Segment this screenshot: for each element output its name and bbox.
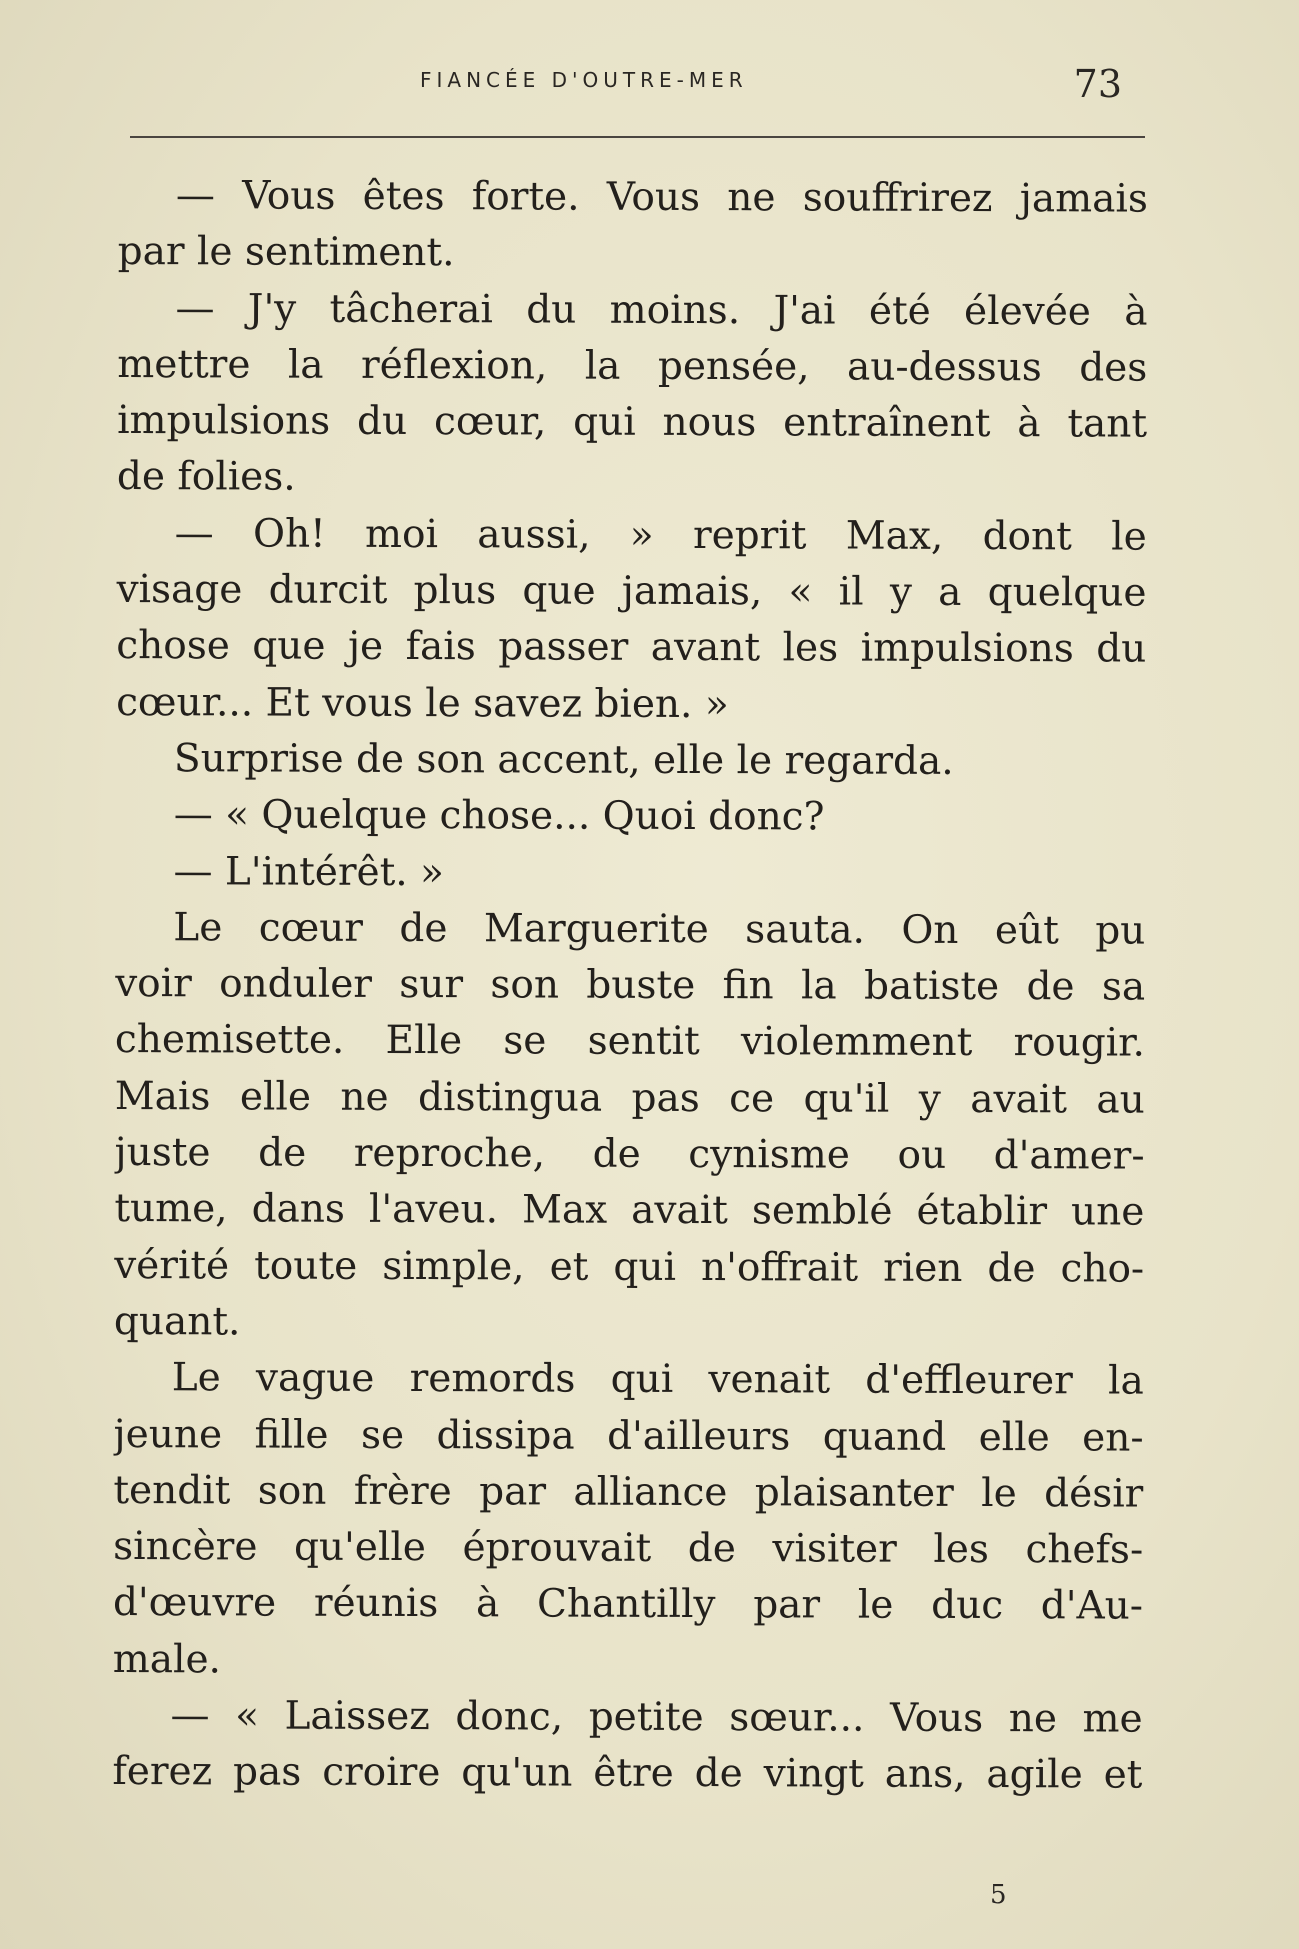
text-line: cœur... Et vous le savez bien. » xyxy=(116,679,729,727)
text-line: d'œuvre réunis à Chantilly par le duc d'Au- xyxy=(112,1580,1144,1630)
text-line: mettre la réflexion, la pensée, au-dessus des xyxy=(117,341,1148,391)
text-line: ferez pas croire qu'un être de vingt ans, agile et xyxy=(112,1749,1143,1798)
text-line: vérité toute simple, et qui n'offrait rien de cho- xyxy=(114,1242,1145,1292)
text-line: sincère qu'elle éprouvait de visiter les chefs- xyxy=(113,1524,1144,1573)
text-line: visage durcit plus que jamais, « il y a quelque xyxy=(116,567,1147,616)
text-line: Le vague remords qui venait d'effleurer la xyxy=(171,1355,1144,1404)
text-line: par le sentiment. xyxy=(117,229,455,276)
header-rule xyxy=(130,136,1145,138)
text-line: — J'y tâcherai du moins. J'ai été élevée à xyxy=(175,285,1148,335)
text-line: — L'intérêt. » xyxy=(173,848,445,895)
text-line: tume, dans l'aveu. Max avait semblé établir une xyxy=(114,1186,1145,1235)
text-line: — Vous êtes forte. Vous ne souffrirez jamais xyxy=(175,173,1148,222)
text-line: — Oh! moi aussi, » reprit Max, dont le xyxy=(174,510,1147,560)
page-number: 73 xyxy=(1073,62,1122,106)
text-line: tendit son frère par alliance plaisanter le désir xyxy=(113,1467,1144,1517)
text-line: quant. xyxy=(113,1298,241,1345)
running-head-title: FIANCÉE D'OUTRE-MER xyxy=(420,68,748,92)
text-line: de folies. xyxy=(116,454,296,501)
text-line: impulsions du cœur, qui nous entraînent à tant xyxy=(117,398,1148,447)
text-line: voir onduler sur son buste fin la batiste de sa xyxy=(115,961,1146,1010)
text-line: jeune fille se dissipa d'ailleurs quand elle en- xyxy=(113,1411,1144,1461)
body-text xyxy=(112,168,1148,1804)
text-line: chose que je fais passer avant les impulsions du xyxy=(116,623,1147,672)
signature-mark: 5 xyxy=(990,1880,1007,1910)
text-line: Mais elle ne distingua pas ce qu'il y avait au xyxy=(114,1073,1145,1123)
text-line: male. xyxy=(112,1636,222,1683)
text-line: chemisette. Elle se sentit violemment rougir. xyxy=(114,1017,1146,1067)
text-line: juste de reproche, de cynisme ou d'amer- xyxy=(114,1130,1145,1179)
text-line: — « Quelque chose... Quoi donc? xyxy=(173,792,825,840)
text-line: Le cœur de Marguerite sauta. On eût pu xyxy=(173,905,1146,954)
text-line: Surprise de son accent, elle le regarda. xyxy=(173,736,954,784)
running-head xyxy=(130,62,1140,112)
text-line: — « Laissez donc, petite sœur... Vous ne me xyxy=(170,1693,1143,1742)
